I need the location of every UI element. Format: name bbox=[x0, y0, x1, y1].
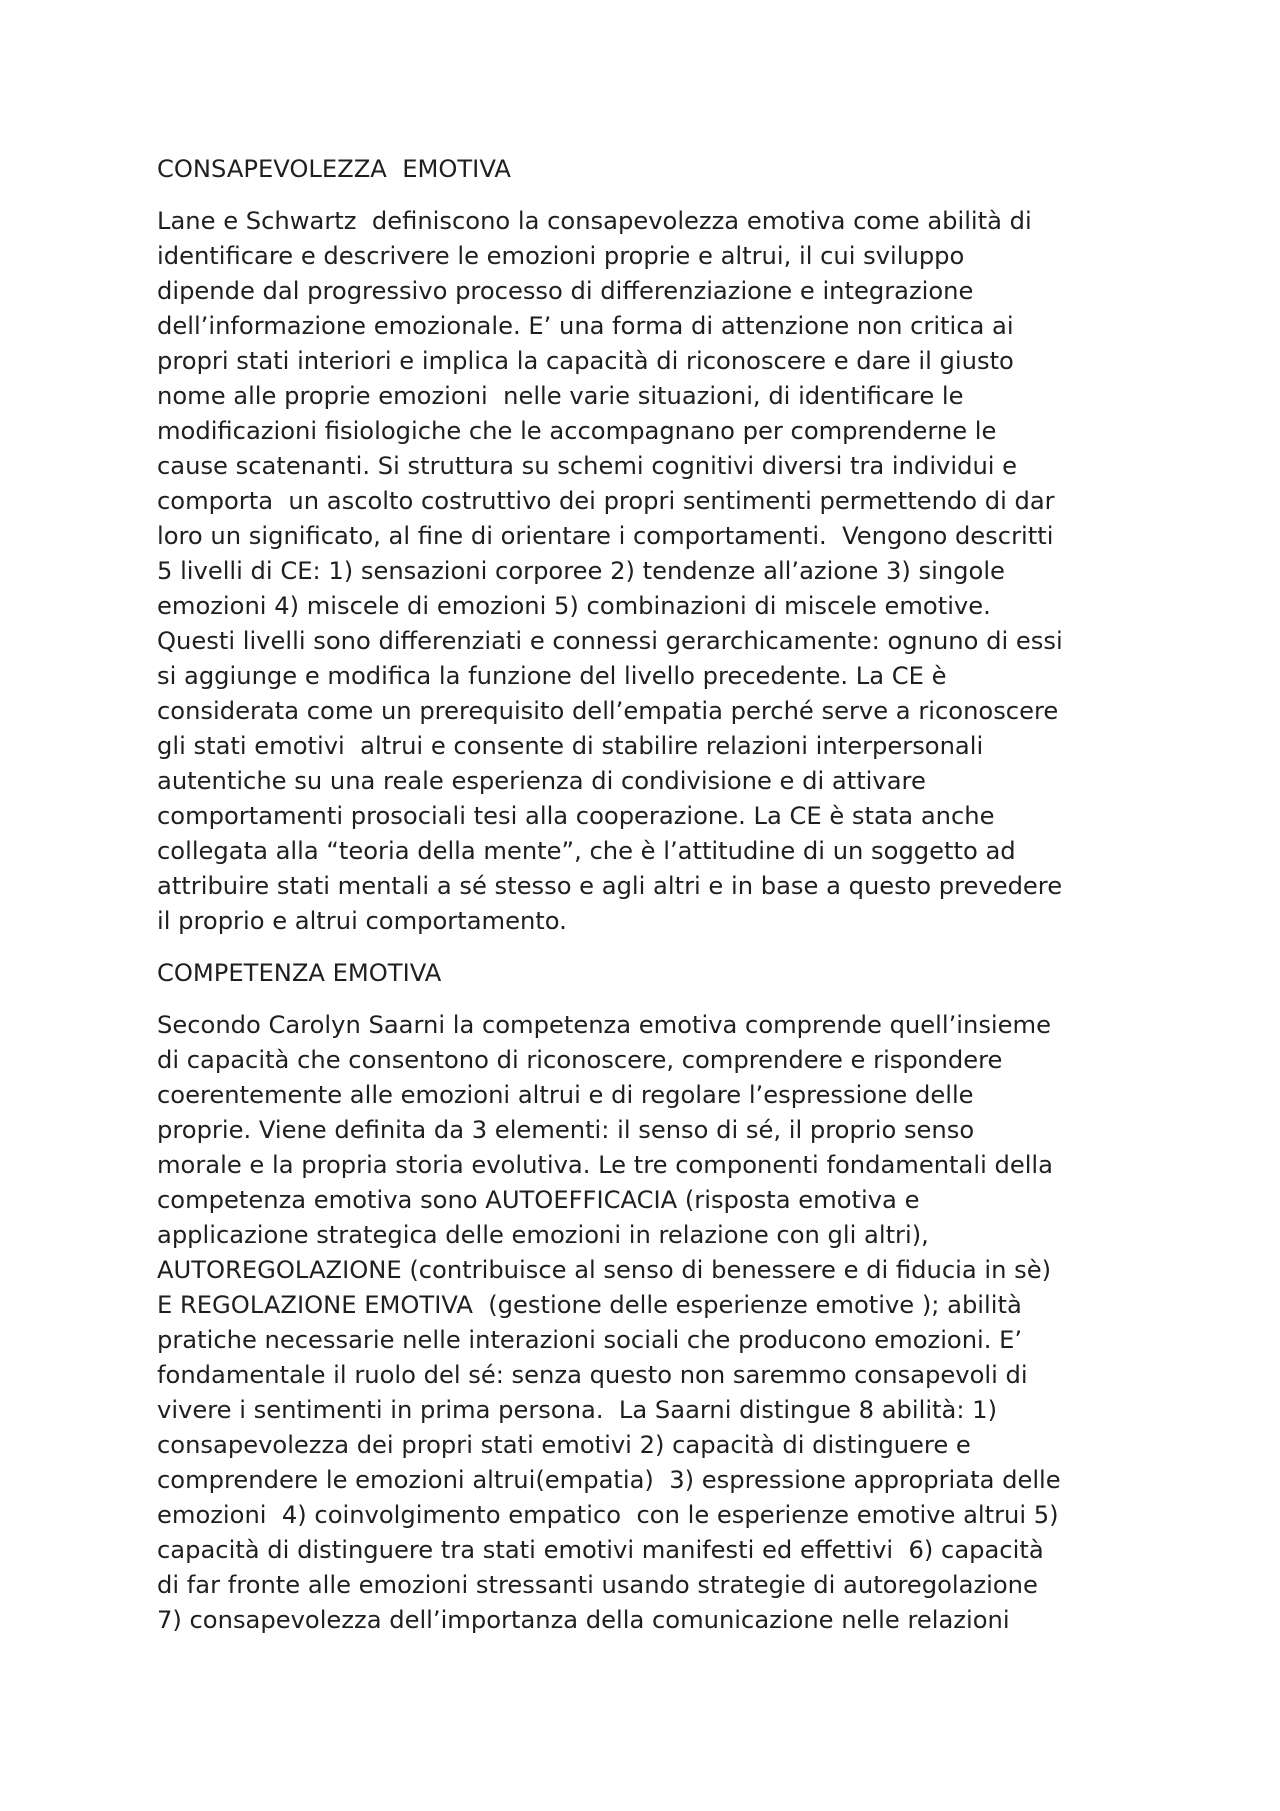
document-body bbox=[157, 152, 1142, 1655]
text-line: morale e la propria storia evolutiva. Le tre componenti fondamentali della bbox=[157, 1151, 1053, 1179]
paragraph-competenza bbox=[157, 1008, 1142, 1638]
text-line: fondamentale il ruolo del sé: senza questo non saremmo consapevoli di bbox=[157, 1361, 1028, 1389]
text-line: cause scatenanti. Si struttura su schemi cognitivi diversi tra individui e bbox=[157, 452, 1018, 480]
text-line: attribuire stati mentali a sé stesso e agli altri e in base a questo prevedere bbox=[157, 872, 1063, 900]
text-line: identificare e descrivere le emozioni proprie e altrui, il cui sviluppo bbox=[157, 242, 965, 270]
text-line: il proprio e altrui comportamento. bbox=[157, 907, 567, 935]
text-line: emozioni 4) miscele di emozioni 5) combinazioni di miscele emotive. bbox=[157, 592, 991, 620]
text-line: AUTOREGOLAZIONE (contribuisce al senso di benessere e di fiducia in sè) bbox=[157, 1256, 1052, 1284]
text-line: di capacità che consentono di riconoscere, comprendere e rispondere bbox=[157, 1046, 1003, 1074]
text-line: gli stati emotivi altrui e consente di stabilire relazioni interpersonali bbox=[157, 732, 984, 760]
text-line: 7) consapevolezza dell’importanza della comunicazione nelle relazioni bbox=[157, 1606, 1010, 1634]
paragraph-consapevolezza bbox=[157, 204, 1142, 939]
text-line: Questi livelli sono differenziati e connessi gerarchicamente: ognuno di essi bbox=[157, 627, 1063, 655]
section-title-consapevolezza: CONSAPEVOLEZZA EMOTIVA bbox=[157, 155, 511, 183]
text-line: di far fronte alle emozioni stressanti usando strategie di autoregolazione bbox=[157, 1571, 1038, 1599]
text-line: E REGOLAZIONE EMOTIVA (gestione delle esperienze emotive ); abilità bbox=[157, 1291, 1022, 1319]
text-line: vivere i sentimenti in prima persona. La Saarni distingue 8 abilità: 1) bbox=[157, 1396, 998, 1424]
text-line: consapevolezza dei propri stati emotivi 2) capacità di distinguere e bbox=[157, 1431, 971, 1459]
text-line: emozioni 4) coinvolgimento empatico con le esperienze emotive altrui 5) bbox=[157, 1501, 1059, 1529]
text-line: loro un significato, al fine di orientare i comportamenti. Vengono descritti bbox=[157, 522, 1054, 550]
text-line: Lane e Schwartz definiscono la consapevolezza emotiva come abilità di bbox=[157, 207, 1032, 235]
text-line: dell’informazione emozionale. E’ una forma di attenzione non critica ai bbox=[157, 312, 1014, 340]
text-line: capacità di distinguere tra stati emotivi manifesti ed effettivi 6) capacità bbox=[157, 1536, 1044, 1564]
text-line: applicazione strategica delle emozioni in relazione con gli altri), bbox=[157, 1221, 929, 1249]
text-line: considerata come un prerequisito dell’empatia perché serve a riconoscere bbox=[157, 697, 1059, 725]
text-line: comportamenti prosociali tesi alla cooperazione. La CE è stata anche bbox=[157, 802, 995, 830]
section-title-competenza: COMPETENZA EMOTIVA bbox=[157, 959, 442, 987]
text-line: modificazioni fisiologiche che le accompagnano per comprenderne le bbox=[157, 417, 997, 445]
text-line: coerentemente alle emozioni altrui e di regolare l’espressione delle bbox=[157, 1081, 974, 1109]
text-line: dipende dal progressivo processo di differenziazione e integrazione bbox=[157, 277, 974, 305]
text-line: collegata alla “teoria della mente”, che è l’attitudine di un soggetto ad bbox=[157, 837, 1016, 865]
text-line: competenza emotiva sono AUTOEFFICACIA (risposta emotiva e bbox=[157, 1186, 920, 1214]
text-line: propri stati interiori e implica la capacità di riconoscere e dare il giusto bbox=[157, 347, 1014, 375]
text-line: nome alle proprie emozioni nelle varie situazioni, di identificare le bbox=[157, 382, 964, 410]
text-line: pratiche necessarie nelle interazioni sociali che producono emozioni. E’ bbox=[157, 1326, 1023, 1354]
text-line: si aggiunge e modifica la funzione del livello precedente. La CE è bbox=[157, 662, 947, 690]
text-line: comprendere le emozioni altrui(empatia) 3) espressione appropriata delle bbox=[157, 1466, 1061, 1494]
text-line: comporta un ascolto costruttivo dei propri sentimenti permettendo di dar bbox=[157, 487, 1055, 515]
text-line: proprie. Viene definita da 3 elementi: il senso di sé, il proprio senso bbox=[157, 1116, 975, 1144]
text-line: 5 livelli di CE: 1) sensazioni corporee 2) tendenze all’azione 3) singole bbox=[157, 557, 1005, 585]
text-line: Secondo Carolyn Saarni la competenza emotiva comprende quell’insieme bbox=[157, 1011, 1051, 1039]
text-line: autentiche su una reale esperienza di condivisione e di attivare bbox=[157, 767, 926, 795]
